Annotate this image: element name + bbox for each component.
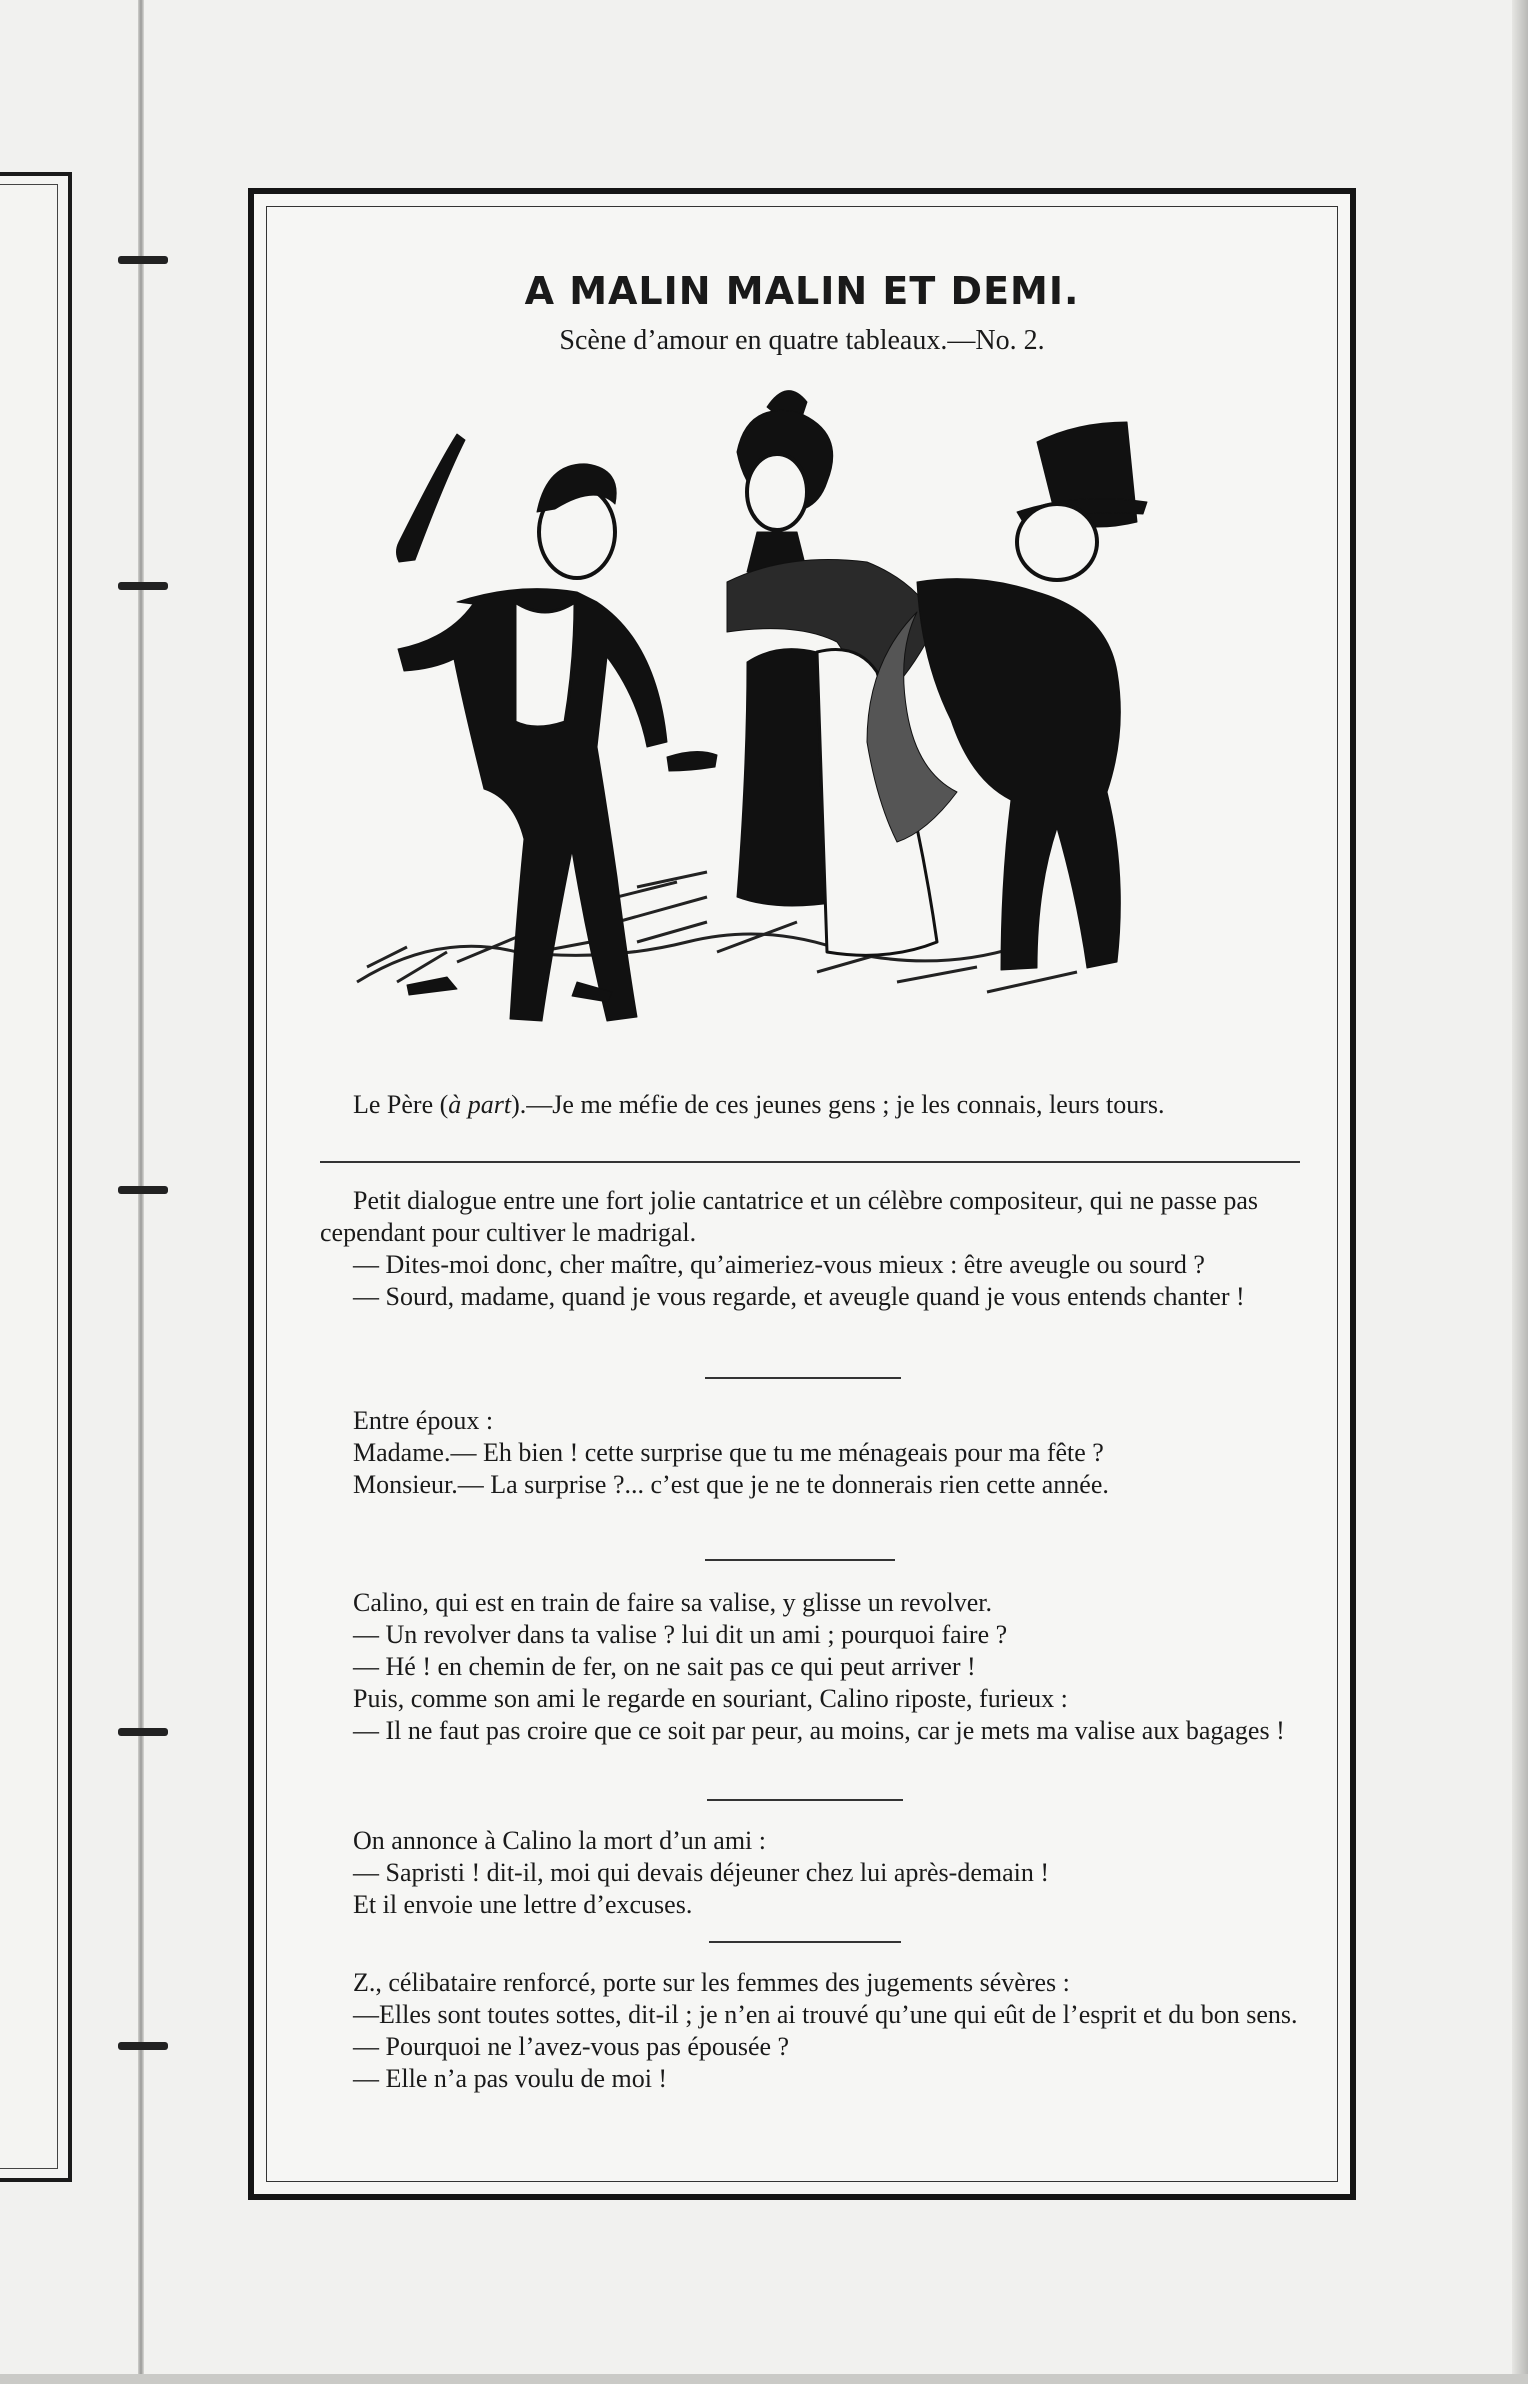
caption-text: ).—Je me méfie de ces jeunes gens ; je les connais, leurs tours. xyxy=(511,1090,1165,1119)
binding-stitch xyxy=(118,1186,168,1194)
anecdote-3 xyxy=(320,1587,1300,1747)
anecdote-line: Petit dialogue entre une fort jolie cantatrice et un célèbre compositeur, qui ne passe pas cependant pour cultiver le madrigal. xyxy=(320,1186,1259,1247)
anecdote-line: —Elles sont toutes sottes, dit-il ; je n’en ai trouvé qu’une qui eût de l’esprit et du bon sens. xyxy=(353,2000,1298,2029)
anecdote-4 xyxy=(320,1825,1300,1921)
binding-stitch xyxy=(118,2042,168,2050)
content-frame-inner xyxy=(266,206,1338,2182)
binding-stitch xyxy=(118,256,168,264)
anecdote-5 xyxy=(320,1967,1300,2095)
illustration-caption xyxy=(320,1089,1300,1121)
anecdote-line: — Elle n’a pas voulu de moi ! xyxy=(353,2064,668,2093)
lady-figure xyxy=(727,391,937,956)
article-subtitle: Scène d’amour en quatre tableaux.—No. 2. xyxy=(559,325,1045,356)
anecdote-line: — Sourd, madame, quand je vous regarde, et aveugle quand je vous entends chanter ! xyxy=(353,1282,1245,1311)
anecdote-line: Z., célibataire renforcé, porte sur les femmes des jugements sévères : xyxy=(353,1968,1070,1997)
anecdote-line: — Un revolver dans ta valise ? lui dit un ami ; pourquoi faire ? xyxy=(353,1620,1008,1649)
content-frame xyxy=(248,188,1356,2200)
binding-stitch xyxy=(118,582,168,590)
facing-page-inner-border xyxy=(0,184,58,2169)
caption-aside: à part xyxy=(448,1090,512,1119)
page-right-edge xyxy=(1512,0,1528,2384)
article-title: A MALIN MALIN ET DEMI. xyxy=(524,269,1080,313)
anecdote-line: Madame.— Eh bien ! cette surprise que tu me ménageais pour ma fête ? xyxy=(353,1438,1104,1467)
facing-page-edge xyxy=(0,172,72,2182)
anecdote-line: — Il ne faut pas croire que ce soit par peur, au moins, car je mets ma valise aux bagages ! xyxy=(353,1716,1285,1745)
anecdote-line: Calino, qui est en train de faire sa valise, y glisse un revolver. xyxy=(353,1588,992,1617)
anecdote-separator xyxy=(705,1377,901,1379)
anecdote-line: On annonce à Calino la mort d’un ami : xyxy=(353,1826,767,1855)
anecdote-line: Et il envoie une lettre d’excuses. xyxy=(353,1890,693,1919)
anecdote-separator xyxy=(709,1941,901,1943)
anecdote-line: — Sapristi ! dit-il, moi qui devais déjeuner chez lui après-demain ! xyxy=(353,1858,1050,1887)
section-divider xyxy=(320,1161,1300,1163)
ground-shadow-hatching xyxy=(357,872,1077,992)
anecdote-line: — Pourquoi ne l’avez-vous pas épousée ? xyxy=(353,2032,790,2061)
anecdote-line: Entre époux : xyxy=(353,1406,494,1435)
page-bottom-edge xyxy=(0,2374,1528,2384)
anecdote-1 xyxy=(320,1185,1300,1313)
anecdote-line: Monsieur.— La surprise ?... c’est que je ne te donnerais rien cette année. xyxy=(353,1470,1109,1499)
caption-speaker: Le Père ( xyxy=(353,1090,449,1119)
anecdote-line: Puis, comme son ami le regarde en souriant, Calino riposte, furieux : xyxy=(353,1684,1068,1713)
anecdote-separator xyxy=(705,1559,895,1561)
anecdote-line: — Dites-moi donc, cher maître, qu’aimeriez-vous mieux : être aveugle ou sourd ? xyxy=(353,1250,1205,1279)
anecdote-2 xyxy=(320,1405,1300,1501)
binding-stitch xyxy=(118,1728,168,1736)
anecdote-separator xyxy=(707,1799,903,1801)
anecdote-line: — Hé ! en chemin de fer, on ne sait pas ce qui peut arriver ! xyxy=(353,1652,976,1681)
cartoon-illustration xyxy=(337,382,1267,1062)
